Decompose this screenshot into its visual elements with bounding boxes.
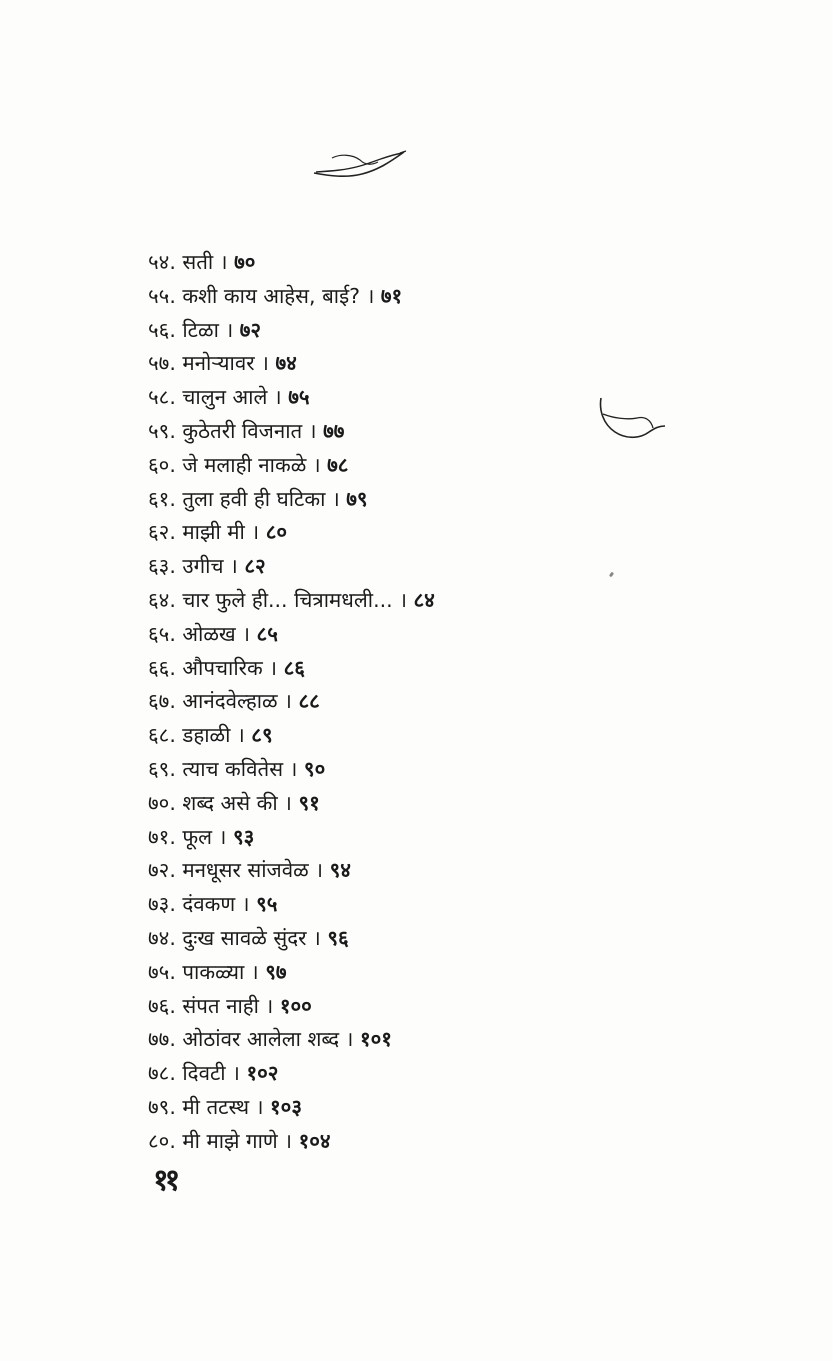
- toc-entry-page: ८८: [298, 689, 320, 714]
- toc-entry-number: ७८.: [148, 1061, 176, 1086]
- toc-separator: ।: [230, 554, 238, 579]
- toc-entry-number: ५५.: [148, 283, 176, 308]
- toc-separator: ।: [345, 1027, 354, 1052]
- toc-separator: ।: [273, 385, 282, 410]
- toc-entry-page: ७४: [275, 351, 297, 376]
- toc-entry: [148, 652, 435, 686]
- toc-entry-page: ९१: [298, 790, 320, 815]
- toc-entry-title: पाकळ्या: [182, 959, 245, 984]
- toc-entry-page: ७९: [346, 486, 368, 511]
- toc-entry-page: ७१: [380, 283, 403, 308]
- toc-separator: ।: [399, 587, 407, 612]
- toc-entry-page: ७२: [239, 317, 262, 342]
- toc-entry-number: ६०.: [148, 452, 176, 477]
- toc-entry-page: १०२: [246, 1061, 279, 1086]
- toc-entry-number: ७४.: [148, 925, 176, 950]
- toc-entry: [148, 821, 435, 855]
- leaf-flourish-icon: [312, 148, 408, 184]
- toc-entry-number: ६५.: [148, 621, 176, 646]
- toc-separator: ।: [232, 1061, 240, 1086]
- toc-entry: [148, 1125, 435, 1159]
- toc-separator: ।: [241, 892, 250, 917]
- toc-entry: [148, 347, 435, 381]
- toc-separator: ।: [218, 824, 227, 849]
- toc-separator: ।: [261, 351, 269, 376]
- toc-entry-title: दुःख सावळे सुंदर: [182, 925, 307, 950]
- toc-entry-number: ६३.: [148, 554, 176, 579]
- toc-entry-page: ९५: [256, 892, 278, 917]
- toc-separator: ।: [312, 452, 321, 477]
- toc-entry-number: ५४.: [148, 250, 176, 274]
- toc-entry-page: ९०: [303, 756, 326, 781]
- toc-entry: [148, 314, 435, 348]
- toc-entry-page: १००: [279, 993, 312, 1018]
- toc-separator: ।: [289, 756, 298, 781]
- toc-entry: [148, 1023, 435, 1057]
- toc-entry-title: त्याच कवितेस: [182, 756, 284, 781]
- toc-separator: ।: [255, 1094, 264, 1119]
- toc-entry-number: ७३.: [148, 892, 176, 917]
- toc-entry-page: ७०: [234, 250, 256, 274]
- toc-separator: ।: [331, 486, 340, 511]
- toc-entry-page: ८९: [251, 723, 273, 748]
- toc-separator: ।: [242, 621, 251, 646]
- toc-entry: [148, 922, 435, 956]
- table-of-contents: [148, 246, 435, 1159]
- toc-entry-title: औपचारिक: [182, 655, 263, 680]
- toc-entry-page: १०४: [298, 1128, 331, 1153]
- toc-entry-number: ५८.: [148, 385, 176, 410]
- toc-separator: ।: [269, 655, 278, 680]
- leaf-icon: [597, 396, 667, 442]
- toc-entry: [148, 246, 435, 280]
- toc-entry-title: मी माझे गाणे: [182, 1128, 278, 1153]
- toc-entry-title: उगीच: [182, 554, 224, 579]
- toc-entry: [148, 753, 435, 787]
- toc-entry-title: जे मलाही नाकळे: [182, 452, 307, 477]
- toc-entry-number: ८०.: [148, 1128, 176, 1153]
- toc-entry-number: ५९.: [148, 418, 176, 443]
- toc-entry: [148, 956, 435, 990]
- toc-separator: ।: [225, 317, 234, 342]
- toc-entry-number: ६२.: [148, 520, 176, 545]
- toc-entry-title: मी तटस्थ: [182, 1094, 250, 1119]
- toc-entry: [148, 550, 435, 584]
- toc-entry-title: कशी काय आहेस, बाई?: [182, 283, 361, 308]
- toc-entry: [148, 719, 435, 753]
- toc-entry: [148, 787, 435, 821]
- toc-entry-title: दंवकण: [182, 892, 236, 917]
- toc-entry-title: चालुन आले: [182, 385, 268, 410]
- toc-entry-page: ९६: [327, 925, 349, 950]
- toc-entry-number: ६४.: [148, 587, 176, 612]
- toc-entry-page: ८०: [265, 520, 288, 545]
- toc-entry-title: कुठेतरी विजनात: [182, 418, 303, 443]
- toc-entry: [148, 888, 435, 922]
- toc-entry-page: ९७: [265, 959, 287, 984]
- toc-entry-number: ६७.: [148, 689, 176, 714]
- toc-entry: [148, 516, 435, 550]
- toc-entry-number: ७९.: [148, 1094, 176, 1119]
- toc-entry: [148, 618, 435, 652]
- toc-entry-title: फूल: [182, 824, 213, 849]
- toc-entry-title: टिळा: [182, 317, 219, 342]
- toc-entry-title: दिवटी: [182, 1061, 226, 1086]
- toc-separator: ।: [236, 723, 245, 748]
- toc-entry-number: ५६.: [148, 317, 176, 342]
- toc-entry-page: १०१: [359, 1027, 392, 1052]
- toc-entry: [148, 280, 435, 314]
- toc-separator: ।: [219, 250, 228, 274]
- toc-entry-title: शब्द असे की: [182, 790, 278, 815]
- toc-entry: [148, 483, 435, 517]
- toc-entry-number: ५७.: [148, 351, 176, 376]
- toc-entry-page: ७७: [323, 418, 345, 443]
- toc-separator: ।: [284, 689, 292, 714]
- toc-entry-title: ओठांवर आलेला शब्द: [182, 1027, 340, 1052]
- toc-separator: ।: [308, 418, 317, 443]
- toc-entry-number: ७५.: [148, 959, 176, 984]
- toc-separator: ।: [366, 283, 375, 308]
- toc-separator: ।: [251, 520, 260, 545]
- toc-entry-title: तुला हवी ही घटिका: [182, 486, 326, 511]
- toc-entry-page: ७५: [288, 385, 310, 410]
- toc-separator: ।: [265, 993, 274, 1018]
- toc-separator: ।: [284, 790, 292, 815]
- toc-entry-title: ओळख: [182, 621, 236, 646]
- ink-speck: [609, 572, 614, 578]
- toc-entry: [148, 1057, 435, 1091]
- toc-entry-number: ७६.: [148, 993, 176, 1018]
- toc-entry-title: संपत नाही: [182, 993, 259, 1018]
- toc-entry-number: ६१.: [148, 486, 176, 511]
- page-number: ११: [153, 1163, 177, 1198]
- toc-entry-title: मनधूसर सांजवेळ: [182, 858, 309, 883]
- toc-entry-number: ६६.: [148, 655, 176, 680]
- toc-entry-page: ८२: [244, 554, 266, 579]
- toc-entry-page: ७८: [327, 452, 349, 477]
- toc-entry: [148, 584, 435, 618]
- toc-separator: ।: [315, 858, 324, 883]
- toc-entry-number: ६८.: [148, 723, 176, 748]
- toc-entry-page: ८५: [256, 621, 278, 646]
- toc-entry-number: ७०.: [148, 790, 176, 815]
- toc-entry: [148, 854, 435, 888]
- toc-separator: ।: [250, 959, 259, 984]
- toc-separator: ।: [284, 1128, 293, 1153]
- toc-entry-number: ७२.: [148, 858, 176, 883]
- toc-entry-page: ८४: [413, 587, 435, 612]
- toc-entry-number: ७१.: [148, 824, 176, 849]
- toc-entry-page: ९३: [232, 824, 255, 849]
- toc-entry-number: ६९.: [148, 756, 176, 781]
- toc-entry: [148, 990, 435, 1024]
- toc-entry: [148, 449, 435, 483]
- toc-entry-title: डहाळी: [182, 723, 231, 748]
- toc-entry: [148, 381, 435, 415]
- toc-separator: ।: [313, 925, 321, 950]
- toc-entry-page: १०३: [270, 1094, 302, 1119]
- toc-entry-title: मनोऱ्यावर: [182, 351, 255, 376]
- toc-entry-title: माझी मी: [182, 520, 245, 545]
- toc-entry-page: ८६: [283, 655, 305, 680]
- toc-entry: [148, 415, 435, 449]
- toc-entry: [148, 1091, 435, 1125]
- toc-entry-title: चार फुले ही... चित्रामधली...: [182, 587, 393, 612]
- toc-entry-number: ७७.: [148, 1027, 176, 1052]
- toc-entry-title: सती: [182, 250, 214, 274]
- toc-entry-page: ९४: [329, 858, 351, 883]
- toc-entry-title: आनंदवेल्हाळ: [182, 689, 278, 714]
- toc-entry: [148, 685, 435, 719]
